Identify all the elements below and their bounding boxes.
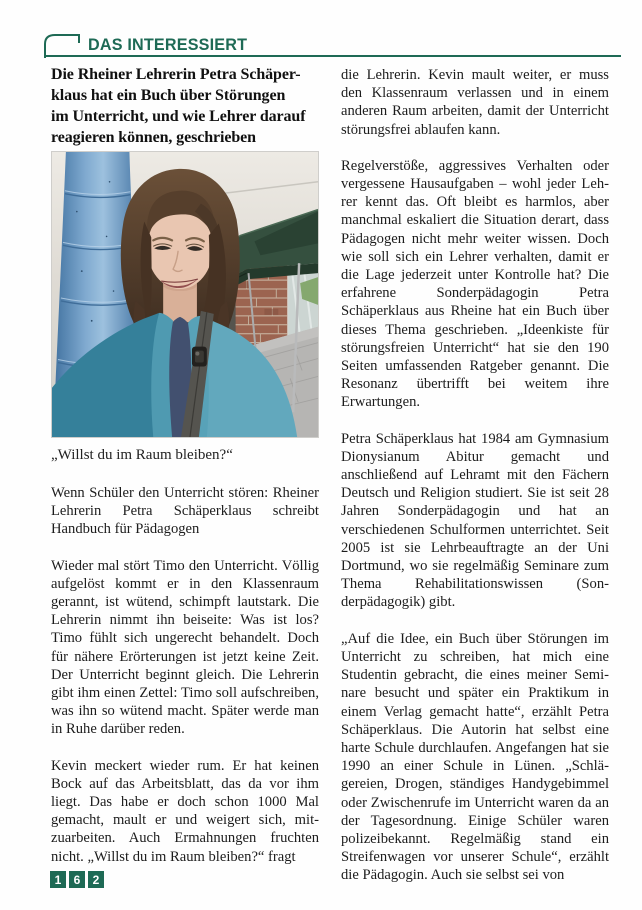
article-paragraph: Petra Schäperklaus hat 1984 am Gymnasium Dionysianum Abitur gemacht und anschließend auf Lehramt mit den Fächern Deutsch und Religion studiert. Sie ist seit 28 Jahren Sonderpädagogin und hat an verschiedenen Schulformen unterrichtet. Seit 2005 ist sie Lehrbeauftragte an der Uni Dortmund, wo sie regelmäßig Seminare zum Thema Rehabilitationswissen (Sonderpädagogik) gibt. xyxy=(341,430,609,611)
article-photo xyxy=(51,151,319,438)
header-rule xyxy=(44,55,621,57)
article-paragraph: die Lehrerin. Kevin mault weiter, er muss den Klassenraum verlassen und in einem anderen Raum arbeiten, damit der Unterricht störungsfrei ablaufen kann. xyxy=(341,67,609,138)
article-paragraph: Regelverstöße, aggressives Verhalten oder vergessene Hausaufgaben – wohl jeder Lehrer kennt das. Oft bleibt es harmlos, aber manchmal eskaliert die Situation derart, dass Pädagogen nicht mehr weiter wissen. Doch wie soll sich ein Lehrer verhalten, damit er die Lage jederzeit unter Kontrolle hat? Die erfahrene Sonderpädagogin Petra Schäperklaus aus Rheine hat ein Buch über dieses Thema geschrieben. „Ideenkiste für störungsfreien Unterricht“ hat sie den 190 Seiten umfassenden Ratgeber genannt. Die Resonanz übertrifft bei weitem ihre Erwartungen. xyxy=(341,157,609,411)
article-paragraph: Wieder mal stört Timo den Unterricht. Völlig aufgelöst kommt er in den Klassenraum gerannt, ist wütend, schimpft lautstark. Die Lehrerin nimmt ihn beiseite: Was ist los? Timo fühlt sich ungerecht behandelt. Doch für nähere Erörterungen ist jetzt keine Zeit. Der Unterricht beginnt gleich. Die Lehrerin gibt ihm einen Zettel: Timo soll aufschreiben, was ihn so wütend macht. Später werde man in Ruhe darüber reden. xyxy=(51,557,319,738)
right-column xyxy=(341,66,609,885)
photo-caption: „Willst du im Raum bleiben?“ xyxy=(51,447,233,463)
page-number-digit: 2 xyxy=(88,871,104,888)
headline-line: klaus hat ein Buch über Störungen xyxy=(51,87,286,104)
headline-line: Die Rheiner Lehrerin Petra Schäper- xyxy=(51,66,301,83)
page-number xyxy=(50,871,104,888)
article-photo-illustration xyxy=(52,152,318,437)
page-number-digit: 6 xyxy=(69,871,85,888)
left-column xyxy=(51,64,319,866)
page-number-digit: 1 xyxy=(50,871,66,888)
headline-line: reagieren können, geschrieben xyxy=(51,129,256,146)
page-title xyxy=(51,64,319,148)
article-paragraph: Kevin meckert wieder rum. Er hat keinen Bock auf das Arbeitsblatt, das da vor ihm liegt. Das habe er doch schon 1000 Mal gemacht, mault er und weigert sich, mitzuarbeiten. Auch Ermahnungen fruchten nicht. „Willst du im Raum bleiben?“ fragt xyxy=(51,757,319,865)
headline-line: im Unterricht, und wie Lehrer darauf xyxy=(51,108,306,125)
article-paragraph: „Auf die Idee, ein Buch über Störungen im Unterricht zu schreiben, hat mich eine Studentin gebracht, die eines meiner Seminare besucht und später ein Praktikum in einem Verlag gemacht hatte“, erzählt Petra Schäperklaus. Die Autorin hat selbst eine harte Schule durchlaufen. Angefangen hat sie 1990 an einer Schule in Lünen. „Schlägereien, Drogen, ständiges Handygebimmel oder Zwischenrufe im Unterricht waren da an der Tagesordnung. Einige Schüler waren polizeibekannt. Regelmäßig stand ein Streifenwagen vor unserer Schule“, erzählt die Pädagogin. Auch sie selbst sei von xyxy=(341,630,609,884)
standfirst: Wenn Schüler den Unterricht stören: Rheiner Lehrerin Petra Schäperklaus schreibt Handbuch für Pädagogen xyxy=(51,485,319,538)
section-title: DAS INTERESSIERT xyxy=(88,35,248,54)
